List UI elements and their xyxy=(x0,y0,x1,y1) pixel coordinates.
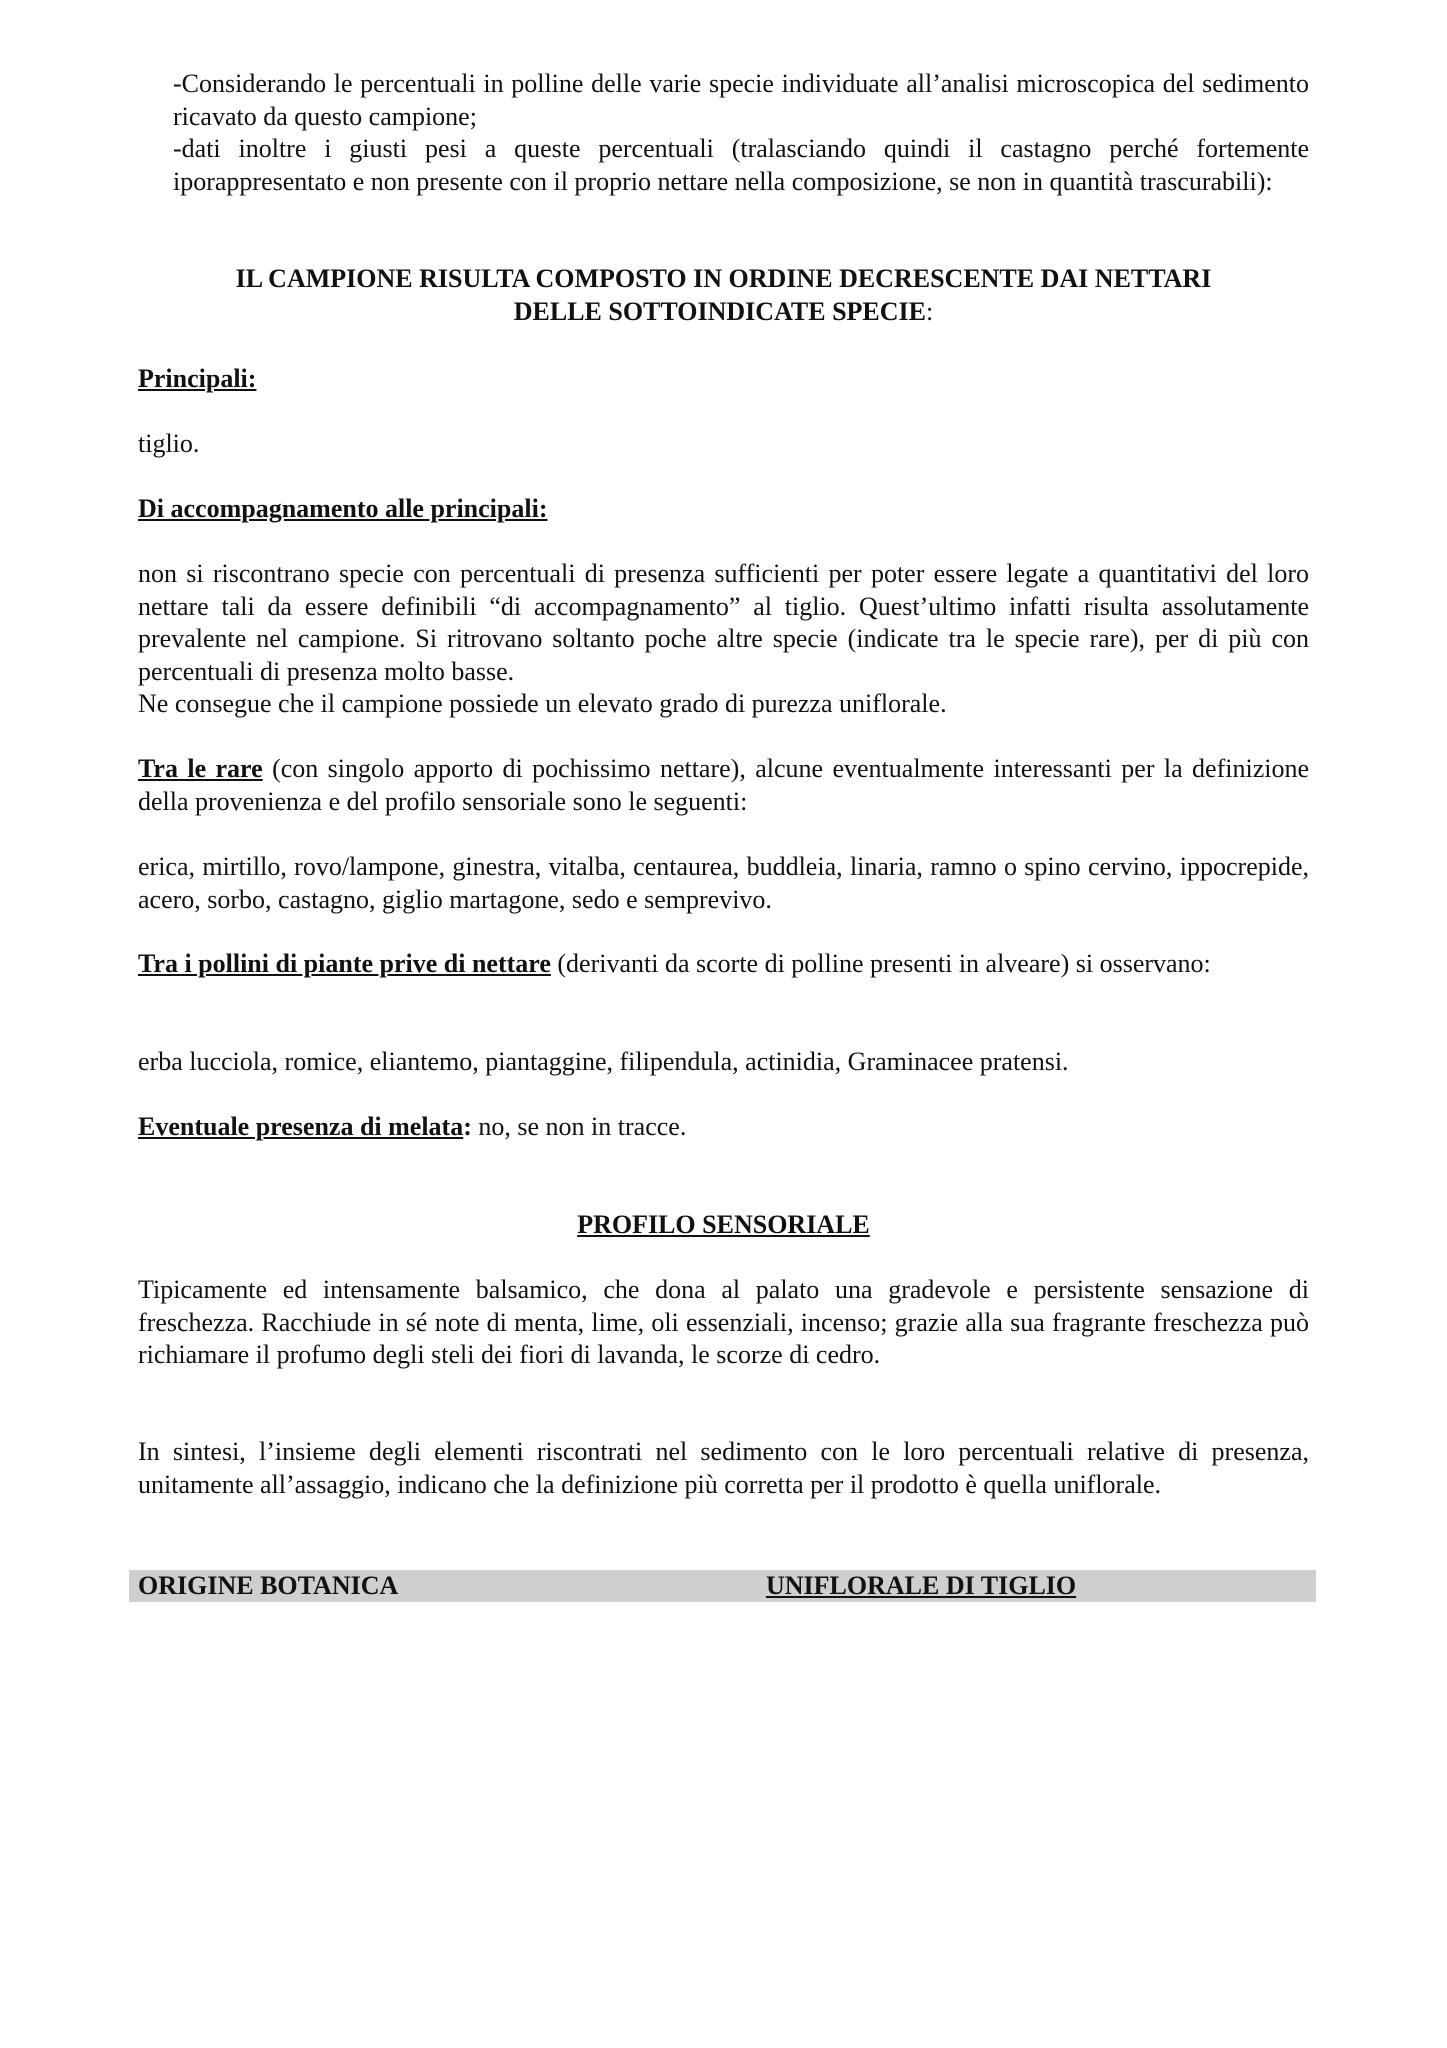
rare-label: Tra le rare xyxy=(138,754,263,783)
main-heading-line-2-bold: DELLE SOTTOINDICATE SPECIE xyxy=(513,297,927,326)
principali-label: Principali: xyxy=(138,364,257,393)
accompagnamento-label: Di accompagnamento alle principali: xyxy=(138,494,548,523)
rare-intro xyxy=(138,753,1309,818)
main-heading-line-2 xyxy=(138,296,1309,329)
melata-colon: : xyxy=(463,1112,472,1141)
profilo-heading: PROFILO SENSORIALE xyxy=(577,1210,870,1239)
sintesi-text: In sintesi, l’insieme degli elementi riscontrati nel sedimento con le loro percentuali relative di presenza, unitamente all’assaggio, indicano che la definizione più corretta per il prodotto è quella uniflorale. xyxy=(138,1437,1309,1499)
accompagnamento-text: non si riscontrano specie con percentuali di presenza sufficienti per poter essere legate a quantitativi del loro nettare tali da essere definibili “di accompagnamento” al tiglio. Quest’ultimo infatti risulta assolutamente prevalente nel campione. Si ritrovano soltanto poche altre specie (indicate tra le specie rare), per di più con percentuali di presenza molto basse. xyxy=(138,559,1309,686)
intro-block xyxy=(173,68,1309,198)
rare-list: erica, mirtillo, rovo/lampone, ginestra, vitalba, centaurea, buddleia, linaria, ramno o spino cervino, ippocrepide, acero, sorbo, castagno, giglio martagone, sedo e semprevivo. xyxy=(138,852,1309,914)
pollini-intro-text: (derivanti da scorte di polline presenti in alveare) si osservano: xyxy=(550,949,1211,978)
pollini-label: Tra i pollini di piante prive di nettare xyxy=(138,949,551,978)
melata-text: no, se non in tracce. xyxy=(471,1112,687,1141)
origine-label: ORIGINE BOTANICA xyxy=(138,1571,399,1600)
melata-line xyxy=(138,1111,1309,1144)
main-heading-line-1: IL CAMPIONE RISULTA COMPOSTO IN ORDINE DECRESCENTE DAI NETTARI xyxy=(235,264,1212,293)
accompagnamento-conclusion: Ne consegue che il campione possiede un elevato grado di purezza uniflorale. xyxy=(138,689,947,718)
rare-intro-text: (con singolo apporto di pochissimo nettare), alcune eventualmente interessanti per la definizione della provenienza e del profilo sensoriale sono le seguenti: xyxy=(138,754,1309,816)
melata-label: Eventuale presenza di melata xyxy=(138,1112,464,1141)
pollini-intro xyxy=(138,948,1309,981)
profilo-text: Tipicamente ed intensamente balsamico, che dona al palato una gradevole e persistente sensazione di freschezza. Racchiude in sé note di menta, lime, oli essenziali, incenso; grazie alla sua fragrante freschezza può richiamare il profumo degli steli dei fiori di lavanda, le scorze di cedro. xyxy=(138,1275,1309,1369)
intro-line-1: -Considerando le percentuali in polline delle varie specie individuate all’analisi microscopica del sedimento ricavato da questo campione; xyxy=(173,69,1309,131)
origine-value: UNIFLORALE DI TIGLIO xyxy=(766,1571,1077,1600)
main-heading-line-2-colon: : xyxy=(926,297,934,326)
pollini-list: erba lucciola, romice, eliantemo, piantaggine, filipendula, actinidia, Graminacee pratensi. xyxy=(138,1047,1069,1076)
principali-text: tiglio. xyxy=(138,429,200,458)
intro-line-2: -dati inoltre i giusti pesi a queste percentuali (tralasciando quindi il castagno perché fortemente iporappresentato e non presente con il proprio nettare nella composizione, se non in quantità trascurabili): xyxy=(173,134,1309,196)
